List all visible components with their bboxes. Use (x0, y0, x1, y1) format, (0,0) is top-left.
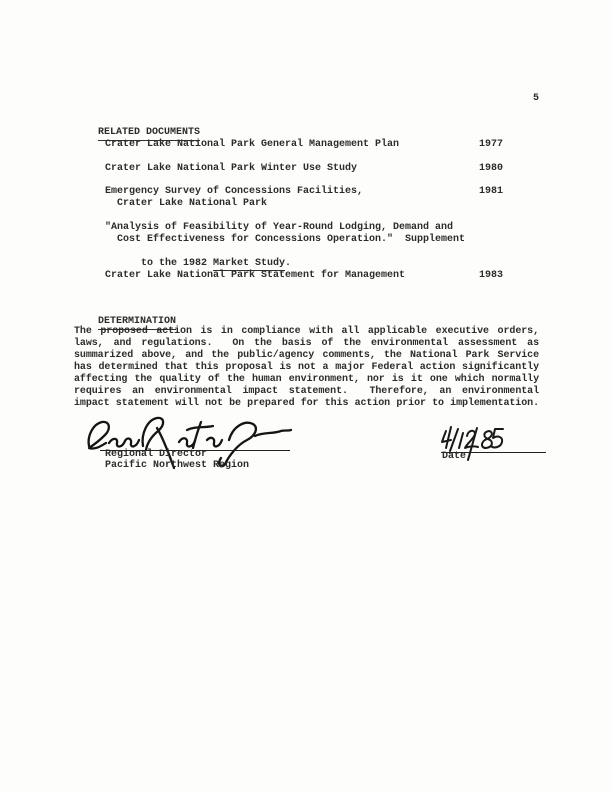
paragraph-line: impact statement will not be prepared for this action prior to implementation. (74, 398, 539, 409)
doc-title: Crater Lake National Park Statement for Management (105, 270, 406, 281)
doc-title: Crater Lake National Park Winter Use Study (105, 163, 358, 174)
doc-title-continuation: Crater Lake National Park (117, 198, 268, 209)
paragraph-line: affecting the quality of the human environment, nor is it one which normally (74, 374, 539, 385)
related-documents-heading-text: RELATED DOCUMENTS (98, 127, 200, 141)
doc-year: 1983 (479, 270, 504, 281)
signer-title: Regional Director (105, 449, 208, 460)
quote-line-suffix: . (285, 258, 292, 269)
quote-line-prefix: to the 1982 (141, 258, 214, 269)
paragraph-line: laws, and regulations. On the basis of the environmental assessment as (74, 338, 539, 349)
paragraph-line: requires an environmental impact statement. Therefore, an environmental (74, 386, 539, 397)
signer-region: Pacific Northwest Region (105, 460, 250, 471)
doc-title: Crater Lake National Park General Management Plan (105, 139, 400, 150)
doc-year: 1981 (479, 186, 504, 197)
market-study-underlined: Market Study (213, 258, 286, 269)
paragraph-line: The proposed action is in compliance with all applicable executive orders, (74, 326, 539, 337)
quote-line: Cost Effectiveness for Concessions Operation." Supplement (117, 234, 466, 245)
date-label: Date (442, 451, 467, 462)
paragraph-line: has determined that this proposal is not a major Federal action significantly (74, 362, 539, 373)
doc-year: 1977 (479, 139, 504, 150)
quote-line: "Analysis of Feasibility of Year-Round Lodging, Demand and (105, 222, 454, 233)
doc-year: 1980 (479, 163, 504, 174)
doc-title: Emergency Survey of Concessions Facilities, (105, 186, 364, 197)
determination-paragraph (74, 326, 539, 410)
page-number: 5 (533, 93, 540, 104)
determination-heading-text: DETERMINATION (98, 316, 176, 330)
paragraph-line: summarized above, and the public/agency comments, the National Park Service (74, 350, 539, 361)
